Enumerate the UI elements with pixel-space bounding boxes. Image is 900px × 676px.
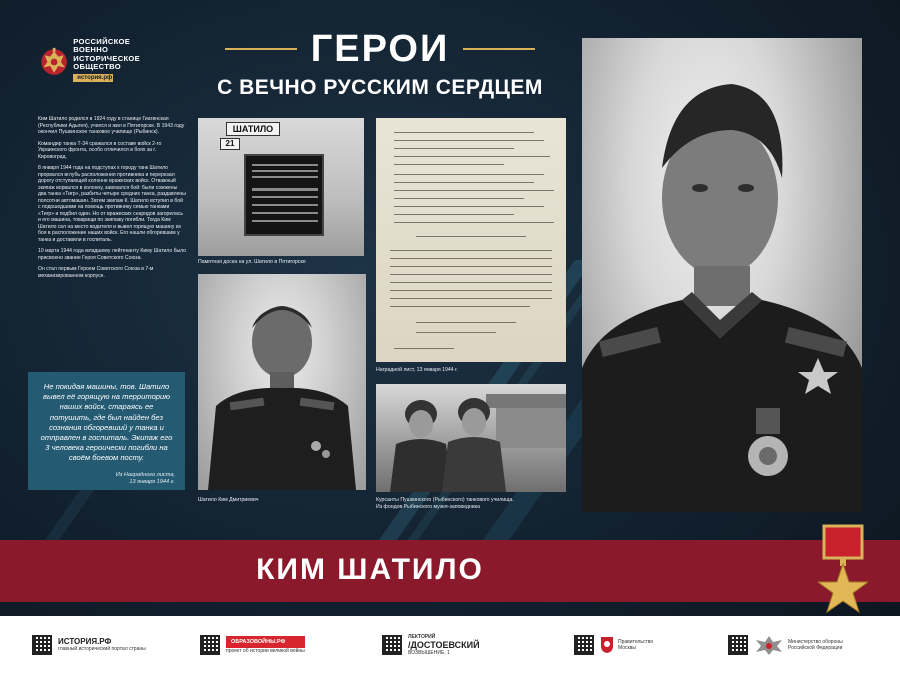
hero-portrait-photo [582, 38, 862, 512]
gold-divider [225, 48, 297, 50]
document-text-line [390, 298, 552, 299]
partners-footer [0, 616, 900, 676]
gold-divider [463, 48, 535, 50]
plaque-text-line [252, 188, 318, 191]
officer-portrait-photo [198, 274, 366, 490]
bio-paragraph: 10 марта 1944 года младшему лейтенанту Киму Шатило было присвоено звание Героя Советского Союза. [38, 248, 187, 261]
partner-ministry-of-defence[interactable] [728, 634, 843, 656]
rvio-logo [40, 38, 140, 88]
quote-source-line: 13 января 1944 г. [129, 478, 175, 485]
quote-text: Не покидая машины, тов. Шатило вывел её горящую на территорию наших войск, стараясь ее потушить, где был найден без сознания обгоревший у танка и отправлен в госпиталь. Экипаж его 3 человека героически погибли на своём боевом посту. [40, 382, 173, 463]
partner-lektoriy-dostoevsky[interactable] [382, 634, 480, 656]
bio-paragraph: Ким Шатило родился в 1924 году в станице Гиагинская (Республики Адыгея), учился и жил в Пятигорске. В 1943 году окончил Пушкинское танковое училище (Рыбинск). [38, 116, 185, 135]
award-document-photo [376, 118, 566, 362]
logo-line: РОССИЙСКОЕ [73, 37, 131, 46]
cadets-silhouettes [376, 384, 566, 492]
partner-small: Москвы [618, 645, 636, 651]
qr-code-icon [200, 635, 220, 655]
partner-small: главный исторический портал страны [58, 646, 146, 653]
cadets-photo [376, 384, 566, 492]
memorial-plaque-photo [198, 118, 364, 256]
document-text-line [394, 164, 504, 165]
document-text-line [394, 190, 554, 191]
partner-small: ВОЗВЫШЕНИЕ, 1 [408, 650, 450, 656]
cadets-caption-line: Из фондов Рыбинского музея-заповедника [376, 503, 480, 510]
document-text-line [394, 156, 550, 157]
name-band [0, 540, 900, 602]
biography-text [38, 116, 186, 284]
page-title: ГЕРОИ [310, 28, 450, 70]
plaque-text-line [252, 220, 318, 222]
ministry-emblem-icon [754, 634, 784, 656]
document-text-line [390, 258, 552, 259]
portrait-silhouette [198, 274, 366, 490]
partner-small: ЛЕКТОРИЙ [408, 633, 436, 640]
portrait-caption: Шатило Ким Дмитриевич [198, 497, 259, 503]
document-text-line [416, 322, 516, 323]
partner-small: Правительство [618, 638, 654, 645]
document-text-line [394, 148, 514, 149]
document-text-line [390, 266, 552, 267]
qr-code-icon [32, 635, 52, 655]
title-block [200, 28, 560, 100]
logo-line: ИСТОРИЧЕСКОЕ [73, 53, 140, 63]
memorial-plaque [244, 154, 324, 236]
document-text-line [394, 140, 544, 141]
document-text-line [394, 132, 534, 133]
document-text-line [394, 198, 524, 199]
document-text-line [390, 282, 552, 283]
partner-label: /ДОСТОЕВСКИЙ [408, 640, 480, 650]
partner-moscow-government[interactable] [574, 634, 653, 656]
plaque-text-line [252, 212, 318, 214]
document-text-line [390, 274, 552, 275]
cadets-caption-line: Курсанты Пушкинского (Рыбинского) танкового училища. [376, 497, 514, 503]
logo-tag: история.рф [73, 74, 113, 82]
logo-line: ВОЕННО [73, 45, 109, 55]
document-text-line [390, 290, 552, 291]
street-sign: ШАТИЛО [226, 122, 280, 136]
document-text-line [394, 214, 514, 215]
plaque-text-line [252, 170, 318, 172]
logo-line: ОБЩЕСТВО [73, 62, 121, 72]
document-text-line [394, 182, 534, 183]
bio-paragraph: Командир танка Т-34 сражался в составе войск 2-го Украинского фронта, особо отличился в боях за г. Кировоград. [38, 140, 162, 160]
qr-code-icon [728, 635, 748, 655]
cadets-caption [376, 497, 514, 510]
qr-code-icon [382, 635, 402, 655]
partner-small: Министерство обороны [788, 638, 843, 645]
bio-paragraph: 8 января 1944 года на подступах к городу танк Шатило прорвался вглубь расположения противника и перерезал дорогу отступающей колонне вражеских войск. Отважный экипаж ворвался в колонну, завязался бой: были сожжены два танка «Тигр», разбиты четыре средних танка, раздавлены полсотни автомашин. Затем экипаж К. Шатило вступил в бой с подошедшими на помощь противнику семью танками «Тигр» и подбил один. Но от вражеских снарядов загорелась и его машина, товарищи по экипажу погибли. Тогда Ким Шатило сел на место водителя и вывел горящую машину из боя в расположение наших войск. Его нашли обгоревшим у танка и доставили в госпиталь. [38, 165, 186, 243]
document-caption: Наградной лист, 13 января 1944 г. [376, 367, 458, 373]
quote-box [28, 372, 185, 490]
partner-istoriya[interactable] [32, 634, 146, 656]
plaque-text-line [252, 176, 318, 178]
partner-label: ОБРАЗОВОЙНЫ.РФ [226, 636, 305, 648]
partner-small: проект об истории великой войны [226, 647, 305, 654]
double-headed-eagle-icon [40, 38, 68, 86]
plaque-caption: Памятная доска на ул. Шатило в Пятигорске [198, 259, 306, 265]
plaque-text-line [252, 164, 318, 166]
document-text-line [390, 306, 530, 307]
quote-source [38, 472, 175, 486]
qr-code-icon [574, 635, 594, 655]
bio-paragraph: Он стал первым Героем Советского Союза в 7-м механизированном корпусе. [38, 266, 154, 279]
plaque-text-line [252, 204, 318, 206]
quote-source-line: Из Наградного листа, [115, 471, 175, 478]
partner-small: Российской Федерации [788, 645, 843, 651]
document-text-line [416, 332, 496, 333]
moscow-coat-of-arms-icon [600, 636, 614, 654]
document-text-line [394, 174, 544, 175]
document-text-line [394, 206, 544, 207]
hero-silhouette [582, 38, 862, 512]
document-text-line [394, 348, 454, 349]
page-subtitle: С ВЕЧНО РУССКИМ СЕРДЦЕМ [217, 76, 543, 99]
house-number: 21 [220, 138, 240, 150]
document-text-line [390, 250, 552, 251]
document-text-line [416, 236, 526, 237]
partner-obrazy-voiny[interactable] [200, 634, 305, 656]
document-text-line [394, 222, 554, 223]
hero-name: КИМ ШАТИЛО [256, 553, 484, 586]
plaque-text-line [252, 196, 318, 198]
gold-star-medal-icon [818, 522, 868, 614]
partner-label: ИСТОРИЯ.РФ [58, 637, 112, 647]
